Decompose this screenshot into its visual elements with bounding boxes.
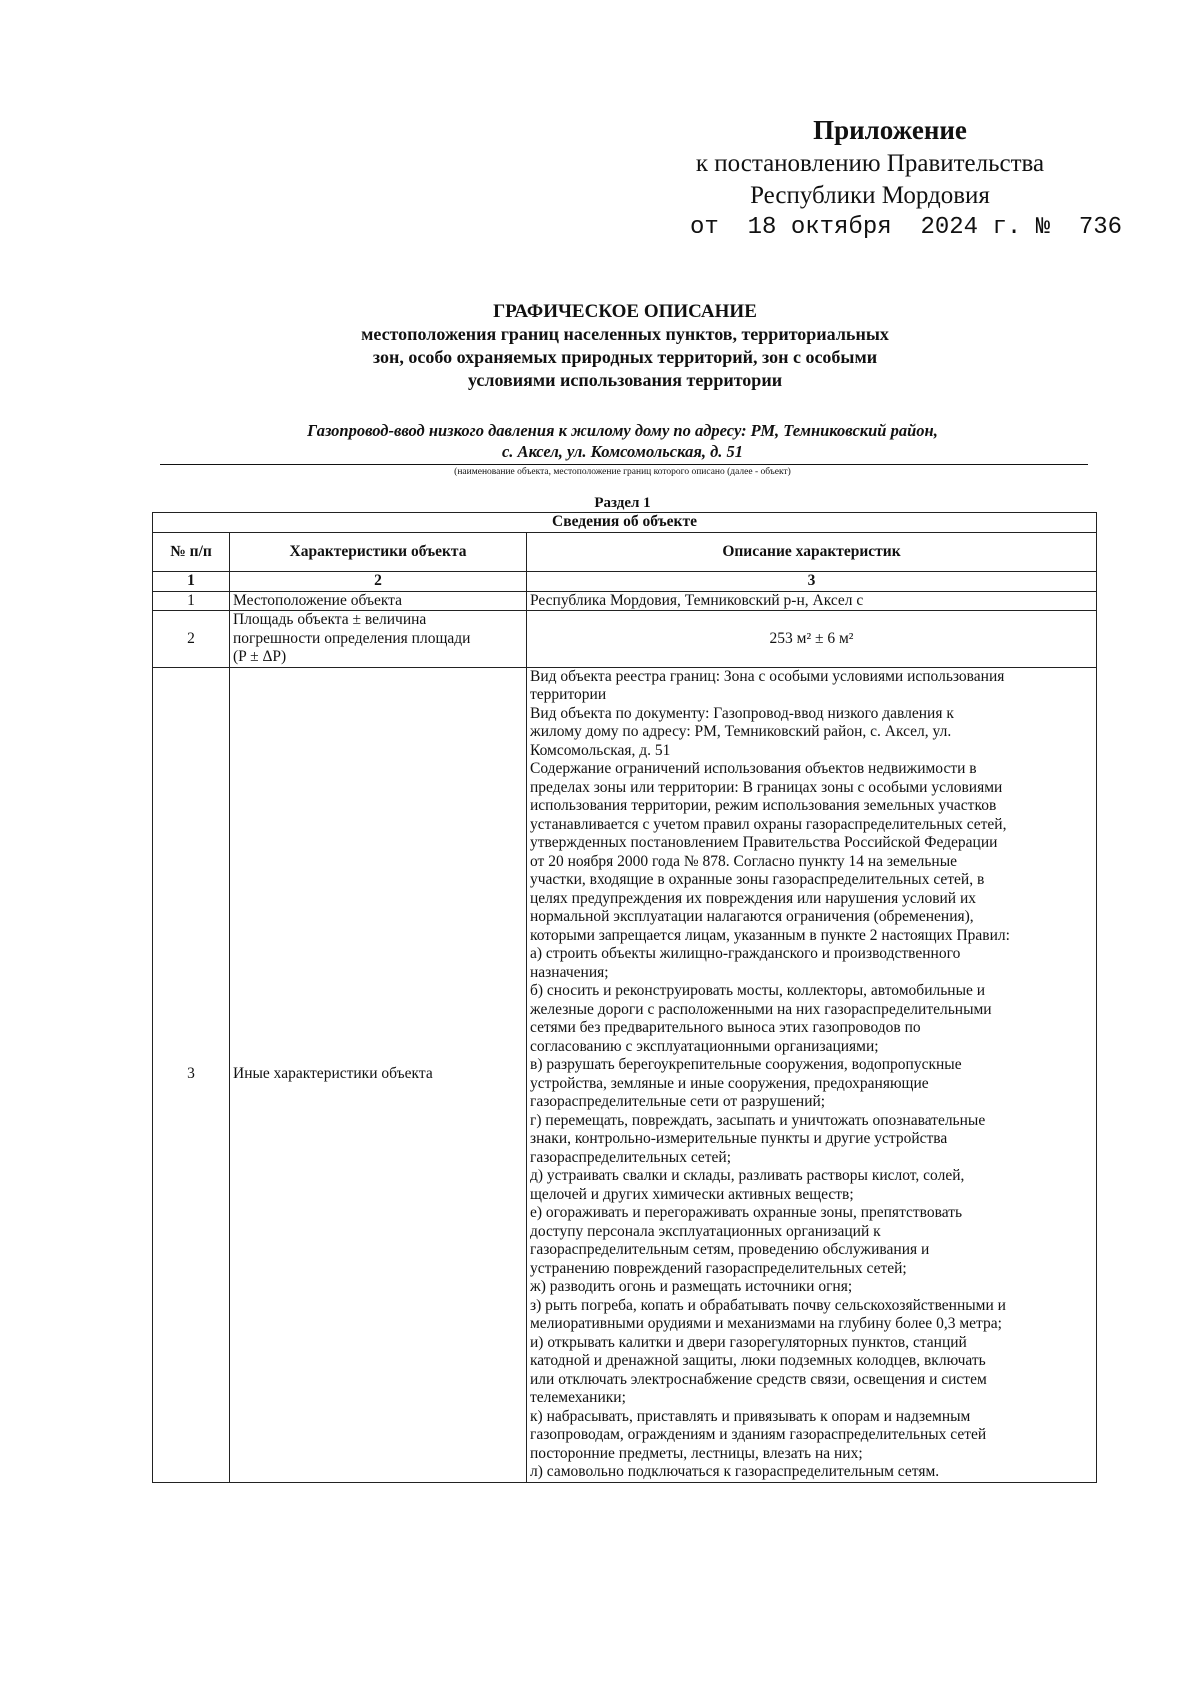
row-description-line: устранению повреждений газораспределительных сетей; — [530, 1259, 907, 1277]
column-number-3: 3 — [527, 572, 1097, 592]
row-description-line: согласованию с эксплуатационными организациями; — [530, 1037, 879, 1055]
row-description-line: доступу персонала эксплуатационных организаций к — [530, 1222, 881, 1240]
row-description-line: л) самовольно подключаться к газораспределительным сетям. — [530, 1463, 940, 1480]
row-description-line: сетями без предварительного выноса этих газопроводов по — [530, 1019, 921, 1036]
row-description-line: участки, входящие в охранные зоны газораспределительных сетей, в — [530, 871, 985, 888]
header-description: Описание характеристик — [527, 533, 1097, 572]
row-characteristic: Местоположение объекта — [230, 591, 527, 611]
appendix-date: от 18 октября 2024 г. № 736 — [690, 214, 1123, 241]
row-description — [527, 667, 1097, 1482]
row-number: 2 — [153, 611, 230, 668]
row-description-line: от 20 ноября 2000 года № 878. Согласно пункту 14 на земельные — [530, 852, 957, 870]
section-title: Раздел 1 — [594, 495, 651, 511]
row-description-line: устанавливается с учетом правил охраны газораспределительных сетей, — [530, 815, 1007, 833]
document-heading — [240, 300, 1010, 392]
row-description-line: знаки, контрольно-измерительные пункты и другие устройства — [530, 1130, 948, 1147]
appendix-line-1: к постановлению Правительства — [695, 150, 1045, 177]
document-subtitle-line: местоположения границ населенных пунктов, территориальных — [361, 324, 889, 344]
document-subtitle — [240, 323, 1010, 392]
row-description-line: устройства, земляные и иные сооружения, предохраняющие — [530, 1074, 929, 1092]
object-name — [155, 420, 1090, 462]
table-title: Сведения об объекте — [153, 513, 1097, 533]
row-description: Республика Мордовия, Темниковский р-н, Аксел с — [527, 591, 1097, 611]
row-description-line: щелочей и других химически активных веществ; — [530, 1185, 854, 1203]
table-row — [153, 611, 1097, 668]
table-row — [153, 591, 1097, 611]
row-description-line: газопроводам, ограждениям и зданиям газораспределительных сетей — [530, 1426, 987, 1443]
table-title-row — [153, 513, 1097, 533]
row-characteristic-line: Площадь объекта ± величина — [233, 611, 427, 628]
row-description: 253 м² ± 6 м² — [527, 611, 1097, 668]
row-description-line: посторонние предметы, лестницы, влезать на них; — [530, 1444, 863, 1462]
column-number-2: 2 — [230, 572, 527, 592]
row-number: 3 — [153, 667, 230, 1482]
document-subtitle-line: условиями использования территории — [467, 370, 783, 390]
row-description-line: Вид объекта по документу: Газопровод-ввод низкого давления к — [530, 704, 954, 722]
appendix-line-2: Республики Мордовия — [750, 182, 990, 209]
appendix-block — [650, 112, 1123, 244]
row-number: 1 — [153, 591, 230, 611]
row-description-line: Комсомольская, д. 51 — [530, 741, 671, 759]
row-description-line: которыми запрещается лицам, указанным в пункте 2 настоящих Правил: — [530, 926, 1010, 944]
row-description-line: в) разрушать берегоукрепительные сооружения, водопропускные — [530, 1056, 962, 1073]
header-number-text: № п/п — [170, 542, 212, 560]
column-number-1: 1 — [153, 572, 230, 592]
row-description-line: назначения; — [530, 963, 609, 981]
object-info-table — [152, 512, 1097, 1483]
column-number-row — [153, 572, 1097, 592]
row-description-line: целях предупреждения их повреждения или нарушения условий их — [530, 889, 977, 907]
row-description-line: Вид объекта реестра границ: Зона с особыми условиями использования — [530, 667, 1005, 685]
row-description-line: использования территории, режим использования земельных участков — [530, 797, 997, 814]
row-description-line: или отключать электроснабжение средств связи, освещения и систем — [530, 1370, 987, 1388]
table-header-row — [153, 533, 1097, 572]
row-description-line: д) устраивать свалки и склады, разливать растворы кислот, солей, — [530, 1167, 965, 1184]
row-description-line: нормальной эксплуатации налагаются ограничения (обременения), — [530, 908, 974, 925]
row-description-line: газораспределительным сетям, проведению обслуживания и — [530, 1241, 930, 1258]
row-description-line: ж) разводить огонь и размещать источники огня; — [530, 1278, 853, 1295]
object-name-line-1: Газопровод-ввод низкого давления к жилому дому по адресу: РМ, Темниковский район, — [307, 421, 938, 440]
row-characteristic-line: погрешности определения площади — [233, 629, 471, 647]
row-description-line: телемеханики; — [530, 1389, 626, 1406]
row-description-line: и) открывать калитки и двери газорегуляторных пунктов, станций — [530, 1333, 967, 1351]
row-description-line: Содержание ограничений использования объектов недвижимости в — [530, 760, 977, 777]
row-description-line: а) строить объекты жилищно-гражданского и производственного — [530, 945, 961, 962]
row-description-line: территории — [530, 686, 607, 703]
row-characteristic: Иные характеристики объекта — [230, 667, 527, 1482]
header-characteristic: Характеристики объекта — [230, 533, 527, 572]
document-subtitle-line: зон, особо охраняемых природных территорий, зон с особыми — [372, 347, 878, 367]
row-description-line: е) огораживать и перегораживать охранные зоны, препятствовать — [530, 1204, 963, 1221]
row-characteristic — [230, 611, 527, 668]
object-name-line-2: с. Аксел, ул. Комсомольская, д. 51 — [501, 442, 744, 461]
object-caption: (наименование объекта, местоположение границ которого описано (далее - объект) — [454, 467, 791, 477]
object-name-underline — [160, 464, 1088, 465]
row-description-line: мелиоративными орудиями и механизмами на глубину более 0,3 метра; — [530, 1315, 1002, 1332]
row-description-line: пределах зоны или территории: В границах зоны с особыми условиями — [530, 778, 1003, 796]
row-description-line: г) перемещать, повреждать, засыпать и уничтожать опознавательные — [530, 1111, 986, 1129]
table-row — [153, 667, 1097, 1482]
row-description-line: газораспределительных сетей; — [530, 1148, 732, 1166]
row-description-line: жилому дому по адресу: РМ, Темниковский район, с. Аксел, ул. — [530, 723, 952, 740]
document-title: ГРАФИЧЕСКОЕ ОПИСАНИЕ — [493, 301, 757, 322]
row-description-line: з) рыть погреба, копать и обрабатывать почву сельскохозяйственными и — [530, 1296, 1006, 1314]
header-number — [153, 533, 230, 572]
row-description-line: газораспределительные сети от разрушений; — [530, 1093, 826, 1110]
row-characteristic-line: (P ± ΔP) — [233, 648, 287, 665]
row-description-line: катодной и дренажной защиты, люки подземных колодцев, включать — [530, 1352, 986, 1369]
row-description-line: утвержденных постановлением Правительства Российской Федерации — [530, 834, 998, 851]
appendix-title: Приложение — [813, 115, 967, 145]
row-description-line: железные дороги с расположенными на них газораспределительными — [530, 1000, 992, 1018]
row-description-line: к) набрасывать, приставлять и привязывать к опорам и надземным — [530, 1407, 971, 1425]
row-description-line: б) сносить и реконструировать мосты, коллекторы, автомобильные и — [530, 982, 986, 999]
